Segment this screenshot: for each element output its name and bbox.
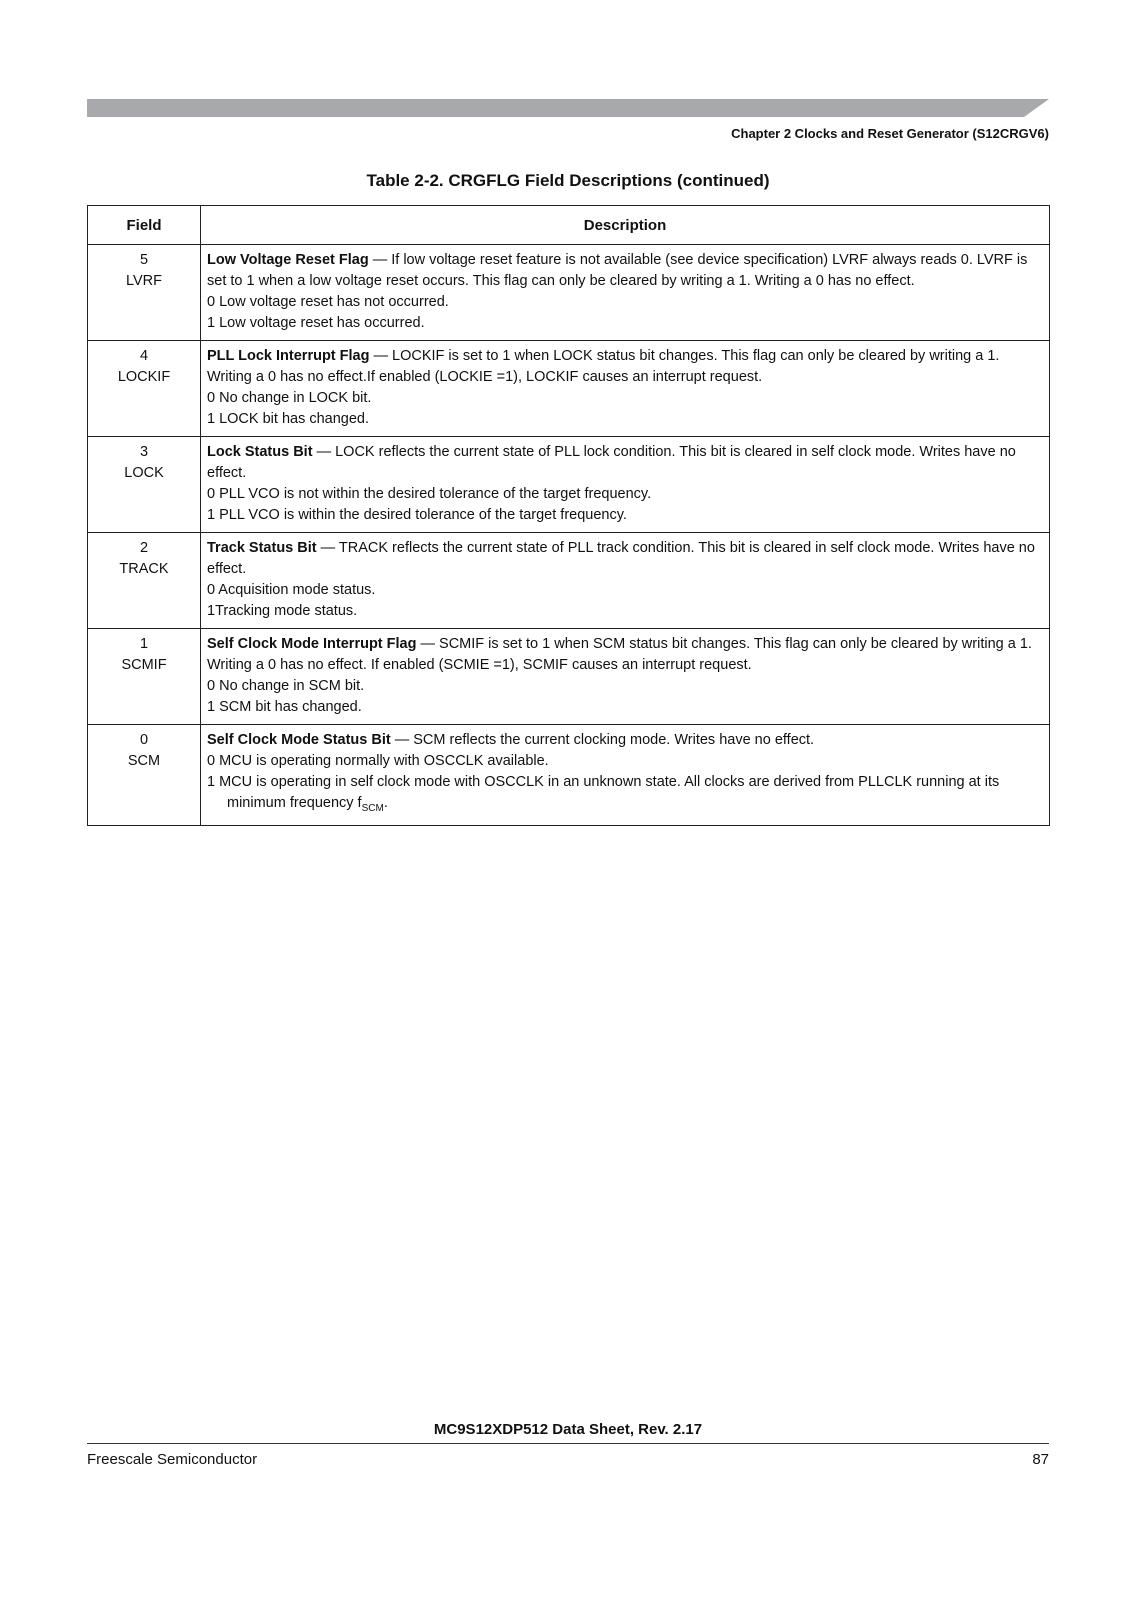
table-row — [88, 533, 1050, 629]
description-text: — SCM reflects the current clocking mode. Writes have no effect. — [390, 732, 815, 748]
field-bit-number: 1 — [139, 636, 149, 652]
field-bit-number: 2 — [139, 540, 149, 556]
field-cell — [88, 629, 201, 725]
table-row — [88, 437, 1050, 533]
table-row — [88, 245, 1050, 341]
header-bar — [87, 99, 1049, 117]
page-number: 87 — [1032, 1451, 1049, 1468]
field-bit-number: 5 — [139, 252, 149, 268]
description-cell — [201, 437, 1050, 533]
company-name: Freescale Semiconductor — [87, 1451, 258, 1468]
footer-divider — [87, 1443, 1049, 1444]
option-1: 1 Low voltage reset has occurred. — [207, 315, 425, 331]
field-name: LOCK — [124, 465, 164, 481]
table-row — [88, 341, 1050, 437]
description-text: — If low voltage reset feature is not available (see device specification) LVRF always reads 0. LVRF is set to 1 when a low voltage reset occurs. This flag can only be cleared by writing a 1. Writing a 0 has no effect. — [207, 252, 1028, 289]
field-bit-number: 3 — [139, 444, 149, 460]
description-text: — TRACK reflects the current state of PLL track condition. This bit is cleared in self clock mode. Writes have no effect. — [207, 540, 1035, 577]
field-descriptions-table — [87, 205, 1050, 826]
option-1 — [207, 772, 1043, 819]
option-1: 1Tracking mode status. — [207, 603, 358, 619]
option-1-suffix: . — [383, 795, 388, 811]
chapter-header: Chapter 2 Clocks and Reset Generator (S12CRGV6) — [731, 126, 1049, 141]
field-cell — [88, 533, 201, 629]
description-title: Low Voltage Reset Flag — [207, 252, 369, 268]
option-1-text: 1 MCU is operating in self clock mode with OSCCLK in an unknown state. All clocks are derived from PLLCLK running at its minimum frequency f — [207, 774, 1000, 811]
field-cell — [88, 245, 201, 341]
option-0: 0 MCU is operating normally with OSCCLK available. — [207, 753, 549, 769]
table-row — [88, 725, 1050, 826]
table-caption: Table 2-2. CRGFLG Field Descriptions (continued) — [366, 171, 770, 190]
field-name: TRACK — [119, 561, 169, 577]
description-text: — LOCK reflects the current state of PLL lock condition. This bit is cleared in self clock mode. Writes have no effect. — [207, 444, 1016, 481]
field-cell — [88, 725, 201, 826]
option-0: 0 No change in SCM bit. — [207, 678, 365, 694]
option-1: 1 SCM bit has changed. — [207, 699, 362, 715]
field-name: SCM — [127, 753, 161, 769]
frequency-subscript: SCM — [361, 803, 384, 814]
option-1: 1 PLL VCO is within the desired tolerance of the target frequency. — [207, 507, 627, 523]
description-cell — [201, 629, 1050, 725]
field-name: SCMIF — [121, 657, 167, 673]
column-header-field: Field — [88, 206, 201, 245]
table-row — [88, 629, 1050, 725]
field-name: LVRF — [126, 273, 162, 289]
description-title: Self Clock Mode Interrupt Flag — [207, 636, 417, 652]
description-text: — LOCKIF is set to 1 when LOCK status bit changes. This flag can only be cleared by writing a 1. Writing a 0 has no effect.If enabled (LOCKIE =1), LOCKIF causes an interrupt request. — [207, 348, 1000, 385]
document-title: MC9S12XDP512 Data Sheet, Rev. 2.17 — [433, 1421, 703, 1438]
option-0: 0 PLL VCO is not within the desired tolerance of the target frequency. — [207, 486, 652, 502]
column-header-description: Description — [201, 206, 1050, 245]
field-bit-number: 4 — [139, 348, 149, 364]
option-1: 1 LOCK bit has changed. — [207, 411, 370, 427]
description-cell — [201, 341, 1050, 437]
table-header-row — [88, 206, 1050, 245]
description-title: Lock Status Bit — [207, 444, 313, 460]
description-cell — [201, 245, 1050, 341]
field-name: LOCKIF — [117, 369, 171, 385]
description-text: — SCMIF is set to 1 when SCM status bit changes. This flag can only be cleared by writing a 1. Writing a 0 has no effect. If enabled (SCMIE =1), SCMIF causes an interrupt request. — [207, 636, 1032, 673]
option-0: 0 Acquisition mode status. — [207, 582, 376, 598]
option-0: 0 Low voltage reset has not occurred. — [207, 294, 449, 310]
field-cell — [88, 437, 201, 533]
description-title: PLL Lock Interrupt Flag — [207, 348, 370, 364]
description-cell — [201, 725, 1050, 826]
description-title: Self Clock Mode Status Bit — [207, 732, 391, 748]
option-0: 0 No change in LOCK bit. — [207, 390, 372, 406]
field-bit-number: 0 — [139, 732, 149, 748]
description-cell — [201, 533, 1050, 629]
field-cell — [88, 341, 201, 437]
description-title: Track Status Bit — [207, 540, 317, 556]
